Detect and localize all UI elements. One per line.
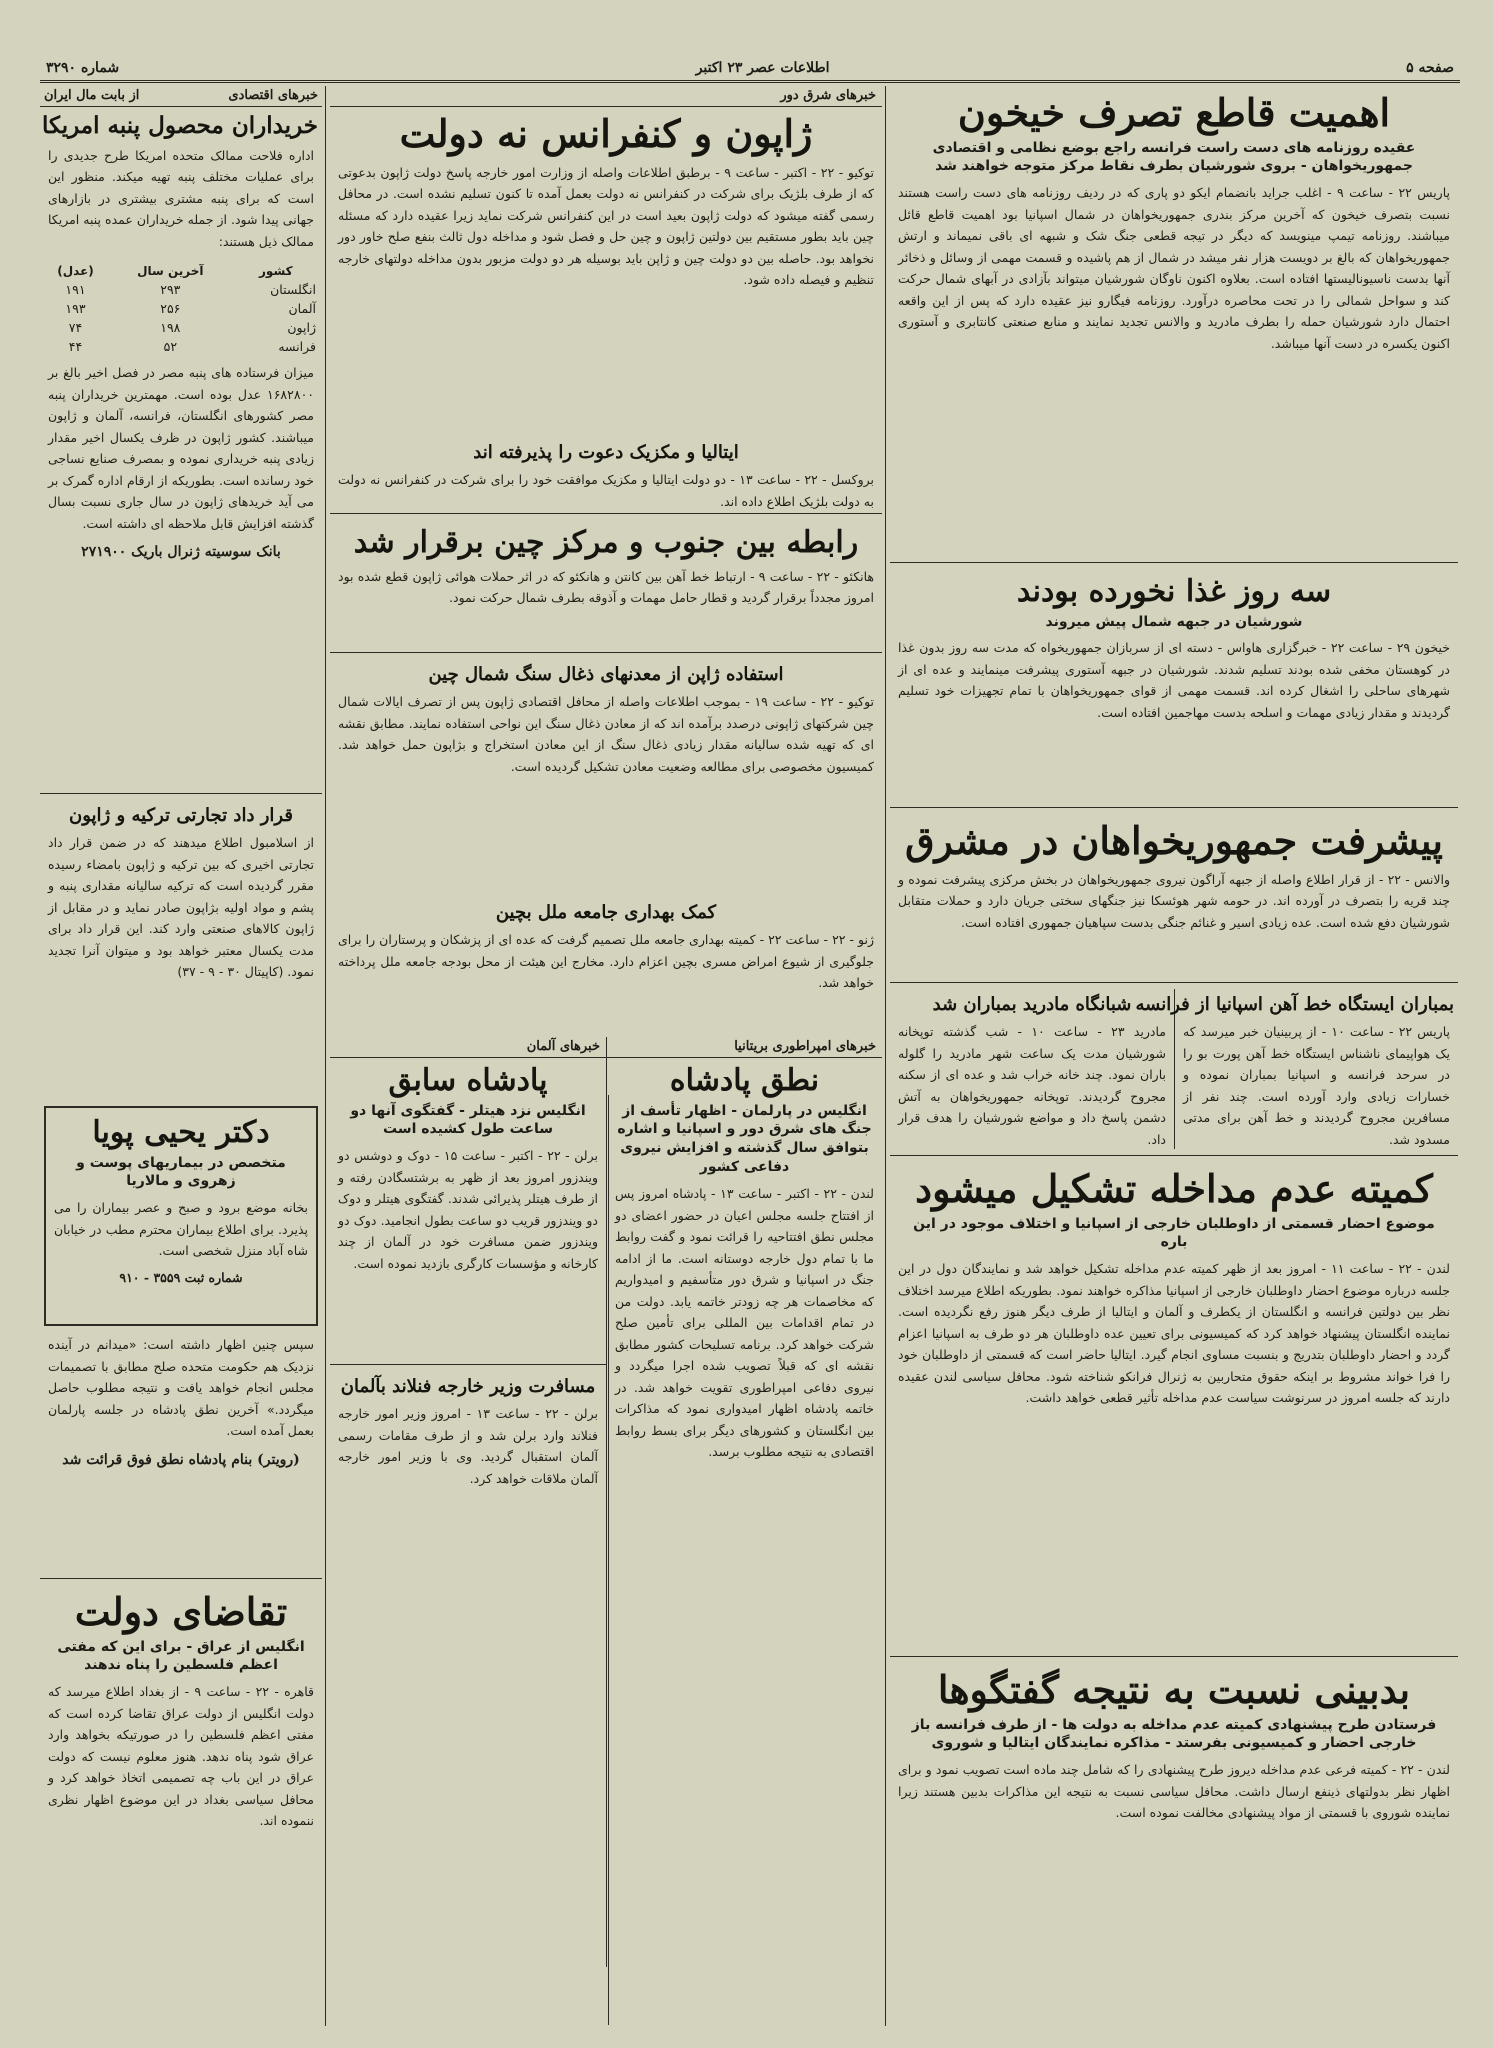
article-three-days: [890, 569, 1458, 801]
cell-value: ۱۹۱: [65, 282, 86, 298]
cell-value: ۱۹۳: [65, 301, 86, 317]
headline: تقاضای دولت: [74, 1589, 288, 1634]
headline: بدبینی نسبت به نتیجه گفتگوها: [937, 1667, 1411, 1712]
paper-date: اطلاعات عصر ۲۳ اکتبر: [695, 59, 830, 76]
article-body-continued: میزان فرستاده های پنبه مصر در فصل اخیر بالغ بر ۱۶۸۲۸۰۰ عدل بوده است. مهمترین خریداران پنبه مصر کشورهای انگلستان، فرانسه، آلمان و ژاپون میباشند. کشور ژاپون در ظرف یکسال اخیر مقدار زیادی پنبه خریداری نموده و بمصرف صنایع نساجی خود رسانده است. بطوریکه از ارقام اداره گمرک بر می آید خریدهای ژاپون در سال جاری نسبت بسال گذشته افزایش قابل ملاحظه ای داشته است.: [48, 365, 314, 531]
divider: [890, 562, 1458, 563]
subheadline: شورشیان در جبهه شمال پیش میروند: [1045, 613, 1303, 630]
doctor-advertisement: [44, 1106, 318, 1326]
source-note: (رویتر) بنام پادشاه نطق فوق قرائت شد: [62, 1451, 300, 1468]
cell-country: آلمان: [288, 301, 316, 317]
article-body: از اسلامبول اطلاع میدهند که در ضمن قرار داد تجارتی اخیری که بین ترکیه و ژاپون بامضاء رسیده مقرر گردیده است که ترکیه سالیانه مقداری پنبه و پشم و مواد اولیه بژاپون صادر نماید و در مقابل از ژاپون کالاهای صنعتی وارد کند. این قرار داد برای مدت یکسال معتبر خواهد بود و میتوان آنرا تجدید نمود. (کاپیتال ۳۰ - ۹ - ۳۷): [48, 835, 314, 980]
cell-value: ۲۵۶: [160, 301, 181, 317]
section-label-german: خبرهای آلمان: [330, 1037, 606, 1058]
article-body: توکیو - ۲۲ - ساعت ۱۹ - بموجب اطلاعات واصله از محافل اقتصادی ژاپون پس از تصرف ایالات شمال چین شرکتهای ژاپونی درصدد برآمده اند که از معادن ذغال سنگ این نواحی استفاده نمایند. مطابق نقشه ای که تهیه شده سالیانه مقدار زیادی ذغال سنگ از این معادن استخراج و بژاپون حمل خواهد شد. کمیسیون مخصوصی برای مطالعه وضعیت معادن تشکیل گردیده است.: [338, 694, 875, 774]
cell-value: ۲۹۳: [160, 282, 181, 298]
masthead: [40, 55, 1460, 83]
article-south-center-china: [330, 520, 882, 646]
article-non-intervention: [890, 1162, 1458, 1650]
table-row: [40, 318, 322, 337]
doctor-name: دکتر یحیی پویا: [92, 1115, 270, 1150]
headline: مسافرت وزیر خارجه فنلاند بآلمان: [340, 1376, 596, 1397]
column-divider: [885, 86, 886, 2026]
headline: بمباران ایستگاه خط آهن اسپانیا از فرانسه: [1135, 994, 1454, 1015]
table-header-row: [40, 262, 322, 280]
article-pessimism: [890, 1663, 1458, 1993]
subheadline: موضوع احضار قسمتی از داوطلبان خارجی از اسپانیا و اختلاف موجود در این باره: [913, 1215, 1435, 1251]
headline: قرار داد تجارتی ترکیه و ژاپون: [69, 805, 293, 826]
article-body: والانس - ۲۲ - از قرار اطلاع واصله از جبهه آراگون نیروی جمهوریخواهان در بخش مرکزی پیشرفت نموده و چند قریه را بتصرف در آورده اند. در حومه شهر هوئسکا نیز جنگهای سختی جریان دارد و حملات متقابل شورشیان دفع شده است. عده زیادی اسیر و غنائم جنگی بدست سپاهیان جمهوری افتاده است.: [898, 871, 1451, 930]
cell-value: ۴۴: [68, 339, 83, 355]
col-year: آخرین سال: [137, 264, 204, 279]
headline: ایتالیا و مکزیک دعوت را پذیرفته اند: [473, 442, 739, 463]
col-country: کشور: [259, 264, 293, 279]
article-government-request: [40, 1585, 322, 1975]
headline: نطق پادشاه: [669, 1063, 820, 1098]
article-former-king: [330, 1058, 606, 1358]
headline: خریداران محصول پنبه امریکا: [41, 112, 318, 139]
bank-note: بانک سوسیته ژنرال باریک ۲۷۱۹۰۰: [81, 544, 281, 561]
divider: [40, 1578, 322, 1579]
headline: ژاپون و کنفرانس نه دولت: [399, 111, 813, 156]
divider: [40, 793, 322, 794]
article-turkey-japan: [40, 800, 322, 1100]
center-lower-split: [330, 1037, 882, 1967]
divider: [890, 1656, 1458, 1657]
article-body: لندن - ۲۲ - اکتبر - ساعت ۱۳ - پادشاه امروز پس از افتتاح جلسه مجلس اعیان در حضور اعضای دو مجلس نطق افتتاحیه را قرائت نمود و گفت روابط ما با تمام دول خارجه دوستانه است. ما از ادامه جنگ در اسپانیا و شرق دور متأسفیم و امیدواریم که مخاصمات هر چه زودتر خاتمه یابد. دولت من در تمام اقدامات بین المللی برای تأمین صلح شرکت خواهد کرد. برنامه تسلیحات کشور مطابق نقشه ای که قبلاً تصویب شده اجرا میگردد و نیروی دفاعی امپراطوری تقویت خواهد شد. در خاتمه پادشاه اظهار امیدواری نمود که مذاکرات بین انگلستان و کشورهای دیگر برای بسط روابط اقتصادی به نتیجه مطلوب برسد.: [615, 1186, 874, 1460]
headline: کمیته عدم مداخله تشکیل میشود: [915, 1166, 1433, 1211]
article-body: ژنو - ۲۲ - ساعت ۲۲ - کمیته بهداری جامعه ملل تصمیم گرفت که عده ای از پزشکان و پرستاران را برای جلوگیری از شیوع امراض مسری بچین اعزام دارد. مخارج این هیئت از محل بودجه جامعه ملل پرداخته خواهد شد.: [338, 932, 874, 991]
two-short-items: [890, 989, 1458, 1149]
domestic-label: از بابت مال ایران: [44, 88, 140, 103]
table-row: [40, 337, 322, 356]
cell-country: انگلستان: [270, 282, 316, 298]
section-label-british: خبرهای امپراطوری بریتانیا: [607, 1037, 882, 1058]
cotton-table: [40, 262, 322, 356]
subheadline: انگلیس در پارلمان - اظهار تأسف از جنگ های شرق دور و اسپانیا و اشاره بتوافق سال گذشته و افزایش نیروی دفاعی کشور: [617, 1102, 872, 1176]
ad-body: بخانه موضع برود و صبح و عصر بیماران را می پذیرد. برای اطلاع بیماران محترم مطب در خیابان شاه آباد منزل شخصی است.: [54, 1200, 308, 1259]
headline: استفاده ژاپن از معدنهای ذغال سنگ شمال چین: [428, 664, 784, 685]
divider: [890, 807, 1458, 808]
article-body: قاهره - ۲۲ - ساعت ۹ - از بغداد اطلاع میرسد که دولت انگلیس از دولت عراق تقاضا کرده است که مفتی اعظم فلسطین را در صورتیکه بخواهد وارد عراق شود پناه ندهد. هنوز معلوم نیست که دولت عراق در این باب چه تصمیمی اتخاذ خواهد کرد و محافل سیاسی بغداد در این موضوع اظهار نظری ننموده اند.: [48, 1684, 314, 1829]
article-body: لندن - ۲۲ - کمیته فرعی عدم مداخله دیروز طرح پیشنهادی را که شامل چند ماده است تصویب نمود و برای اظهار نظر بدولتهای ذینفع ارسال داشت. محافل سیاسی نسبت به نتیجه این مذاکرات بدبین هستند زیرا نماینده شوروی با قسمتی از مواد پیشنهادی مخالفت نموده است.: [898, 1762, 1450, 1821]
article-body: مادرید ۲۳ - ساعت ۱۰ - شب گذشته توپخانه شورشیان مدت یک ساعت شهر مادرید را گلوله باران نمود. چند خانه خراب شد و عده ای از سکنه مجروح گردیدند. توپخانه جمهوریخواهان به آتش دشمن پاسخ داد و مواضع شورشیان را هدف قرار داد.: [898, 1024, 1166, 1147]
headline: پادشاه سابق: [388, 1063, 548, 1098]
subheadline: فرستادن طرح پیشنهادی کمیته عدم مداخله به دولت ها - از طرف فرانسه باز خارجی احضار و کمیسیونی بفرستد - مذاکره نمایندگان ایتالیا و شوروی: [911, 1716, 1437, 1752]
divider: [330, 513, 882, 514]
headline: شبانگاه مادرید بمباران شد: [932, 994, 1132, 1015]
headline: کمک بهداری جامعه ملل بچین: [495, 902, 717, 923]
article-body: هانکئو - ۲۲ - ساعت ۹ - ارتباط خط آهن بین کانتن و هانکئو که در اثر حملات هوائی ژاپون قطع شده بود امروز مجدداً برقرار گردید و قطار حامل مهمات و آذوقه بطرف شمال حرکت نمود.: [338, 568, 874, 606]
section-label-economic: [40, 86, 322, 107]
divider: [890, 982, 1458, 983]
article-body: لندن - ۲۲ - ساعت ۱۱ - امروز بعد از ظهر کمیته عدم مداخله تشکیل خواهد شد و نمایندگان دول در این جلسه درباره موضوع احضار داوطلبان خارجی از اسپانیا مذاکره خواهند نمود. بطوریکه اطلاع میرسد اختلاف نظر بین دولتین فرانسه و انگلستان از یکطرف و آلمان و ایتالیا از طرف دیگر هنوز رفع نگردیده است. نماینده انگلستان پیشنهاد خواهد کرد که کمیسیونی برای تعیین عده داوطلبان هر دو طرف به اسپانیا اعزام گردد و احضار داوطلبان بتدریج و بنسبت مساوی انجام گیرد. ایتالیا حاضر است که قسمتی از داوطلبان خود را فرا خواند مشروط بر اینکه حقوق متحاربین به ژنرال فرانکو شناخته شود. محافل سیاسی لندن عقیده دارند که جلسه امروز در سرنوشت سیاست عدم مداخله تأثیر قطعی خواهد داشت.: [898, 1261, 1450, 1406]
divider: [330, 1364, 606, 1365]
article-body: پاریس ۲۲ - ساعت ۱۰ - از پربینیان خبر میرسد که یک هواپیمای ناشناس ایستگاه خط آهن پورت بو را در سرحد فرانسه و اسپانیا بمباران نموده و خسارات زیادی وارد آورده است. چند نفر از مسافرین مجروح گردیدند و خط آهن برای مدتی مسدود شد.: [1183, 1024, 1451, 1147]
article-body: پاریس ۲۲ - ساعت ۹ - اغلب جراید بانضمام ایکو دو پاری که در ردیف روزنامه های دست راست هستند نسبت بتصرف خیخون که آخرین مرکز بندری جمهوریخواهان در شمال اسپانیا بود اهمیت قاطع قائل میباشند. روزنامه تیمپ مینویسد که دیگر در تیجه قطعی جنگ شک و شبهه ای باقی نمیماند و ارتش جمهوریخواهان که بالغ بر دویست هزار نفر میشد در شمال از هم پاشیده و قسمت مهمی از وسائل و ذخائر آنها بدست ناسیونالیستها افتاده است. بعلاوه اکنون ناوگان شورشیان میتواند بآزادی در آبهای شمال حرکت کند و سواحل شمالی را در تحت محاصره درآورد. روزنامه فیگارو نیز عقیده دارد که پس از این واقعه احتمال دارد شورشیان حمله را بطرف مادرید و والانس تجدید نمایند و منابع صنعتی کانتابری و آستوری اکنون یکسره در دست آنها میباشد.: [898, 185, 1451, 351]
article-body: برلن - ۲۲ - اکتبر - ساعت ۱۵ - دوک و دوشس دو ویندزور امروز بعد از ظهر به برشتسگادن رفته و از طرف هیتلر پذیرائی شدند. گفتگوی هیتلر و دوک دو ویندزور قریب دو ساعت بطول انجامید. دوک دو ویندزور ضمن مسافرت خود در آلمان از چند کارخانه و مؤسسات کارگری بازدید نموده است.: [338, 1148, 598, 1271]
article-japan-conference: [330, 107, 882, 437]
article-body: خیخون ۲۹ - ساعت ۲۲ - خبرگزاری هاواس - دسته ای از سربازان جمهوریخواه که مدت سه روز بدون غذا در کوهستان مخفی شده بودند تسلیم شدند. شورشیان در جبهه آستوری پیشرفت مینمایند و عده ای از شهرهای ساحلی را اشغال کرده اند. قسمت مهمی از قوای جمهوریخواهان با تمام تجهیزات خود تسلیم گردیدند و مقدار زیادی مهمات و اسلحه بدست مهاجمین افتاده است.: [898, 640, 1450, 720]
column-divider: [325, 86, 326, 2026]
cell-value: ۵۲: [163, 339, 178, 355]
article-cotton-buyers: [40, 107, 322, 787]
cell-value: ۷۴: [68, 320, 83, 336]
article-khikhon: [890, 86, 1458, 556]
headline: رابطه بین جنوب و مرکز چین برقرار شد: [353, 525, 859, 560]
article-kings-speech: [607, 1058, 882, 1938]
table-row: [40, 280, 322, 299]
cell-value: ۱۹۸: [160, 320, 181, 336]
article-body: سپس چنین اظهار داشته است: «میدانم در آینده نزدیک هم حکومت متحده صلح مطابق با تصمیمات مجلس انجام خواهد یافت و نتیجه مطلوب حاصل میگردد.» آخرین نطق پادشاه در جلسه پارلمان بعمل آمده است.: [48, 1337, 314, 1438]
section-label-far-east: خبرهای شرق دور: [330, 86, 882, 107]
article-body: اداره فلاحت ممالک متحده امریکا طرح جدیدی را برای عملیات مختلف پنبه تهیه میکند. منظور این است که برای پنبه مشتری بیشتری در بازارهای جهانی پیدا شود. از جمله خریداران عمده پنبه امریکا ممالک ذیل هستند:: [48, 147, 314, 249]
headline: اهمیت قاطع تصرف خیخون: [957, 90, 1391, 135]
right-column: [890, 86, 1458, 2026]
article-speech-continuation: [40, 1332, 322, 1572]
subheadline: انگلیس از عراق - برای این که مفتی اعظم فلسطین را پناه ندهند: [57, 1638, 305, 1674]
center-column: [330, 86, 882, 2026]
issue-number: شماره ۳۲۹۰: [46, 59, 120, 76]
british-section: [606, 1037, 882, 1967]
divider: [330, 652, 882, 653]
table-row: [40, 299, 322, 318]
page-number: صفحه ۵: [1406, 59, 1454, 76]
article-body: بروکسل - ۲۲ - ساعت ۱۳ - دو دولت ایتالیا و مکزیک موافقت خود را برای شرکت در کنفرانس نه دولت به دولت بلژیک اطلاع داده اند.: [338, 472, 874, 509]
article-body: برلن - ۲۲ - ساعت ۱۳ - امروز وزیر امور خارجه فنلاند وارد برلن شد و از طرف مقامات رسمی آلمان استقبال گردید. وی با وزیر امور خارجه آلمان ملاقات خواهد کرد.: [338, 1406, 598, 1486]
article-station-bombing: [1135, 989, 1458, 1149]
subheadline: عقیده روزنامه های دست راست فرانسه راجع بوضع نظامی و اقتصادی جمهوریخواهان - بروی شورشیان بطرف نقاط مرکز متوجه خواهند شد: [932, 139, 1416, 175]
headline: پیشرفت جمهوریخواهان در مشرق: [905, 818, 1443, 863]
article-finland-minister: [330, 1371, 606, 1521]
article-east-progress: [890, 814, 1458, 976]
doctor-specialty: متخصص در بیماریهای پوست و زهروی و مالاریا: [76, 1154, 286, 1190]
economic-news-label: خبرهای اقتصادی: [228, 88, 318, 103]
article-coal-mines: [330, 659, 882, 897]
article-league-health: [330, 897, 882, 1037]
article-italy-mexico: [330, 437, 882, 507]
registration-number: شماره ثبت ۳۵۵۹ - ۹۱۰: [119, 1269, 243, 1285]
cell-country: فرانسه: [278, 339, 316, 355]
col-amount: (عدل): [57, 264, 94, 279]
left-column: [40, 86, 322, 2026]
article-madrid-bombing: [890, 989, 1174, 1149]
headline: سه روز غذا نخورده بودند: [1016, 574, 1332, 609]
german-section: [330, 1037, 606, 1967]
subheadline: انگلیس نزد هیتلر - گفتگوی آنها دو ساعت طول کشیده است: [350, 1102, 586, 1138]
article-body: توکیو - ۲۲ - اکتبر - ساعت ۹ - برطبق اطلاعات واصله از وزارت امور خارجه پاسخ دولت ژاپون بدعوتی که از طرف بلژیک برای شرکت در کنفرانس نه دولت بعمل آمده تا کنون تسلیم نشده است. در محافل رسمی گفته میشود که دولت ژاپون بعید است در این کنفرانس شرکت نماید زیرا عقیده دارد که مسئله چین باید بطور مستقیم بین دولتین ژاپون و چین حل و فصل شود و مداخله دول ثالث بنفع صلح خاور دور نخواهد بود. حاصله بین دو دولت چین و ژاپن باید بوسیله هر دو دولت مزبور بدون مداخله دولتهای خارجه تنظیم و فیصله داده شود.: [338, 164, 874, 288]
cell-country: ژاپون: [287, 320, 316, 336]
